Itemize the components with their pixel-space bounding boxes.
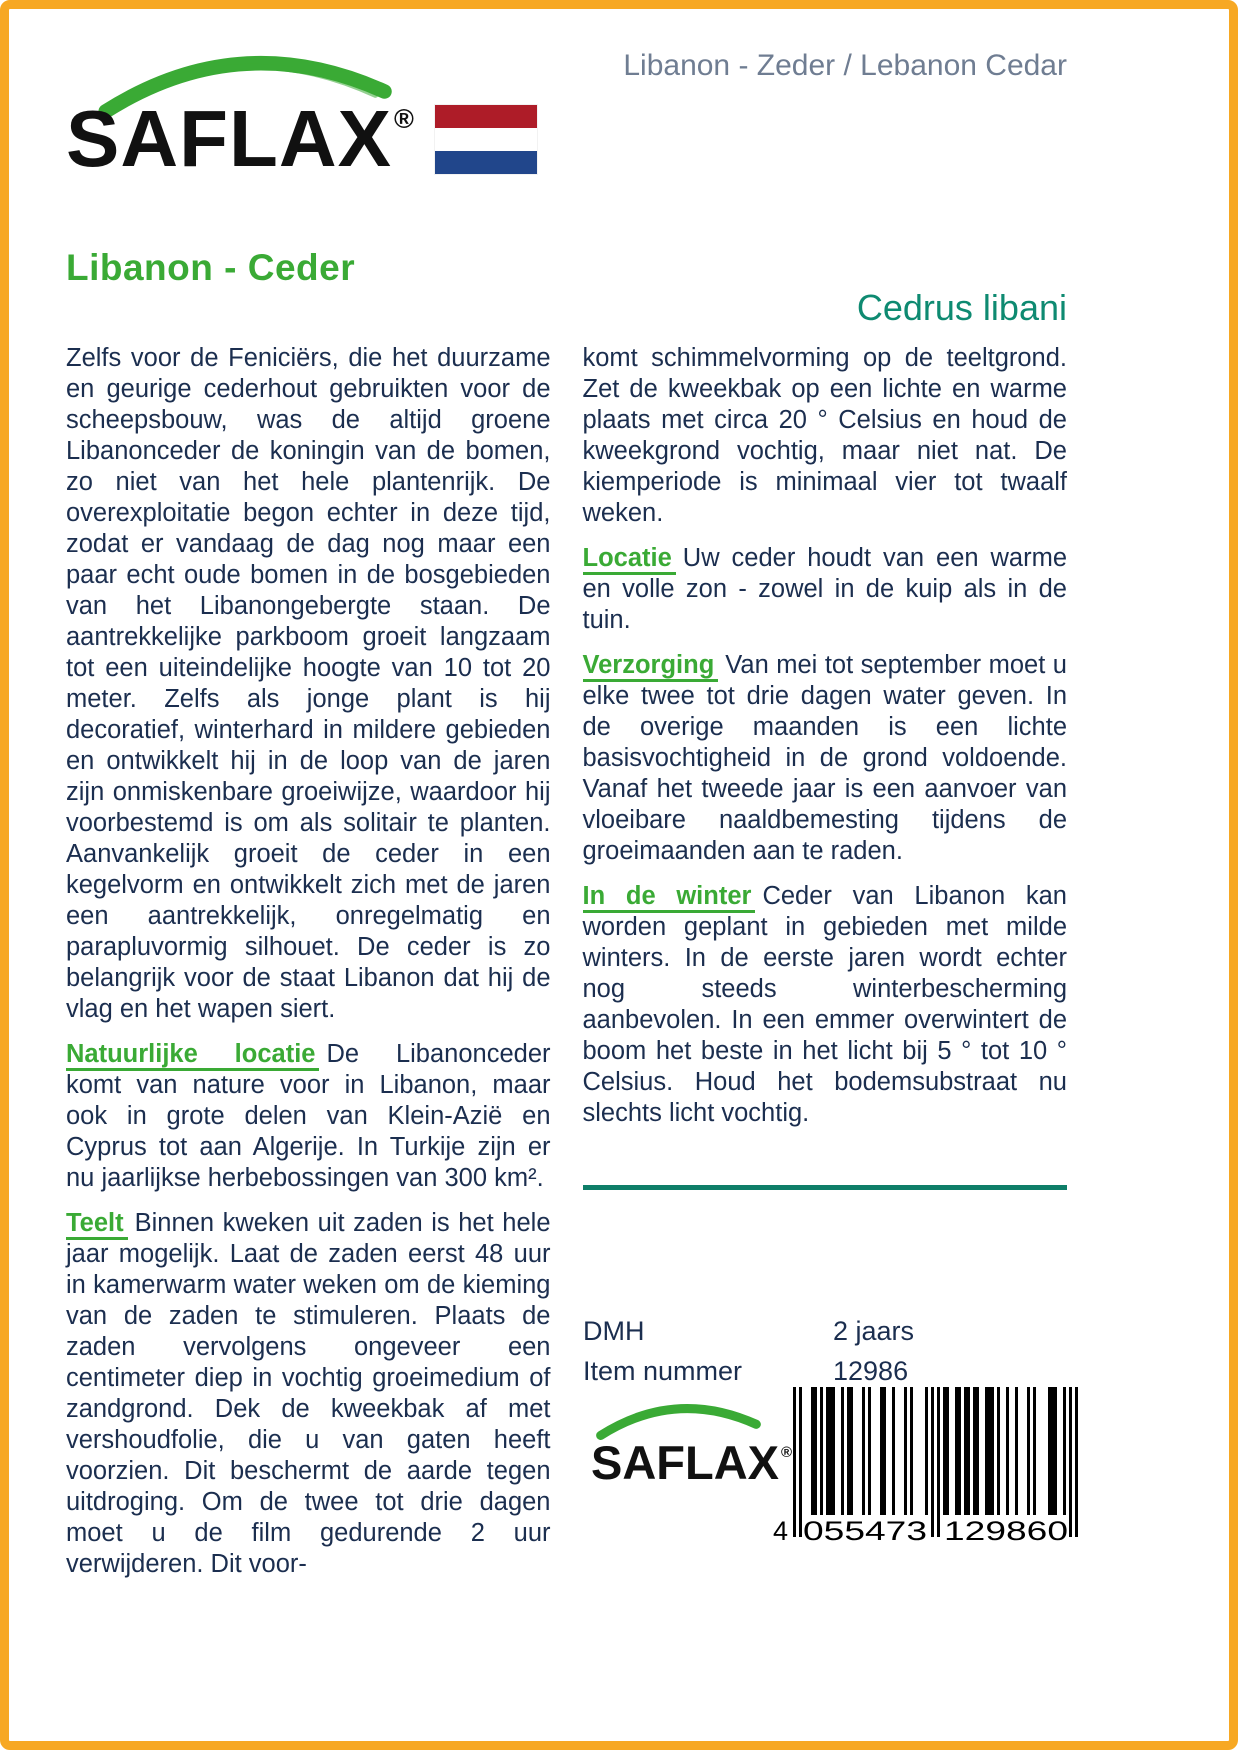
spec-row-dmh <box>583 1311 1067 1351</box>
section-heading: Locatie <box>583 544 676 575</box>
latin-name: Cedrus libani <box>856 287 1067 328</box>
product-name-header: Libanon - Zeder / Lebanon Cedar <box>623 49 1067 82</box>
saflax-logo <box>66 35 586 215</box>
svg-text:4: 4 <box>773 1516 789 1546</box>
section-teelt: Teelt Binnen kweken uit zaden is het hele jaar mogelijk. Laat de zaden eerst 48 uur in kamerwarm water weken om de kieming van de zaden te stimuleren. Plaats de zaden vervolgens ongeveer een centimeter diep in vochtig groeimedium of zandgrond. Dek de kweekbak af met vershoudfolie, die u van gaten heeft voorzien. Dit beschermt de aarde tegen uitdroging. Om de twee tot drie dagen moet u de film gedurende 2 uur verwijderen. Dit voor- <box>66 1209 551 1578</box>
teelt-continuation-paragraph: komt schimmelvorming op de teeltgrond. Zet de kweekbak op een lichte en warme plaats met circa 20 ° Celsius en houd de kweekgrond vochtig, maar niet nat. De kiemperiode is minimaal vier tot twaalf weken. <box>582 344 1067 527</box>
section-verzorging: Verzorging Van mei tot september moet u elke twee tot drie dagen water geven. In de overige maanden is een lichte basisvochtigheid in de grond voldoende. Vanaf het tweede jaar is een aanvoer van vloeibare naaldbemesting tijdens de groeimaanden aan te raden. <box>582 651 1067 865</box>
article-left-column <box>66 343 551 1594</box>
barcode-bars <box>771 1387 1078 1554</box>
divider <box>583 1185 1067 1190</box>
section-heading: In de winter <box>583 882 756 913</box>
section-natuurlijke-locatie: Natuurlijke locatie De Libanonceder komt van nature voor in Libanon, maar ook in grote delen van Klein-Azië en Cyprus tot aan Algerije. In Turkije zijn er nu jaarlijkse herbebossingen van 300 km². <box>66 1040 551 1192</box>
spec-label: Item nummer <box>583 1356 743 1386</box>
registered-mark: ® <box>394 104 415 134</box>
saflax-logo-small <box>591 1395 791 1535</box>
page-title: Libanon - Ceder <box>66 247 356 288</box>
section-heading: Verzorging <box>583 651 719 682</box>
section-locatie: Locatie Uw ceder houdt van een warme en volle zon - zowel in de kuip als in de tuin. <box>582 544 1067 634</box>
svg-text:129860: 129860 <box>944 1516 1068 1546</box>
svg-text:055473: 055473 <box>803 1516 927 1546</box>
spec-label: DMH <box>583 1316 645 1346</box>
spec-value: 2 jaars <box>833 1316 915 1346</box>
section-heading: Teelt <box>66 1209 128 1240</box>
barcode <box>771 1387 1078 1549</box>
logo-text: SAFLAX® <box>66 94 415 183</box>
spec-table <box>583 1311 1067 1391</box>
logo-text: SAFLAX ® <box>591 1436 793 1489</box>
netherlands-flag-icon <box>435 105 537 174</box>
spec-row-item-number <box>583 1351 1067 1391</box>
spec-value: 12986 <box>833 1356 909 1386</box>
section-in-de-winter: In de winter Ceder van Libanon kan worden geplant in gebieden met milde winters. In de eerste jaren wordt echter nog steeds winterbescherming aanbevolen. In een emmer overwintert de boom het beste in het licht bij 5 ° tot 10 ° Celsius. Houd het bodemsubstraat nu slechts licht vochtig. <box>582 882 1067 1127</box>
intro-paragraph: Zelfs voor de Feniciërs, die het duurzame en geurige cederhout gebruikten voor de scheepsbouw, was de altijd groene Libanonceder de koningin van de bomen, zo niet van het hele plantenrijk. De overexploitatie begon echter in deze tijd, zodat er vandaag de dag nog maar een paar echt oude bomen in de bosgebieden van het Libanongebergte staan. De aantrekkelijke parkboom groeit langzaam tot een uiteindelijke hoogte van 10 tot 20 meter. Zelfs als jonge plant is hij decoratief, winterhard in mildere gebieden en ontwikkelt hij in de loop van de jaren zijn onmiskenbare groeiwijze, waardoor hij voorbestemd is om als solitair te planten. Aanvankelijk groeit de ceder in een kegelvorm en ontwikkelt zich met de jaren een aantrekkelijk, onregelmatig en parapluvormig silhouet. De ceder is zo belangrijk voor de staat Libanon dat hij de vlag en het wapen siert. <box>66 344 551 1023</box>
section-heading: Natuurlijke locatie <box>66 1040 319 1071</box>
registered-mark: ® <box>781 1444 793 1461</box>
